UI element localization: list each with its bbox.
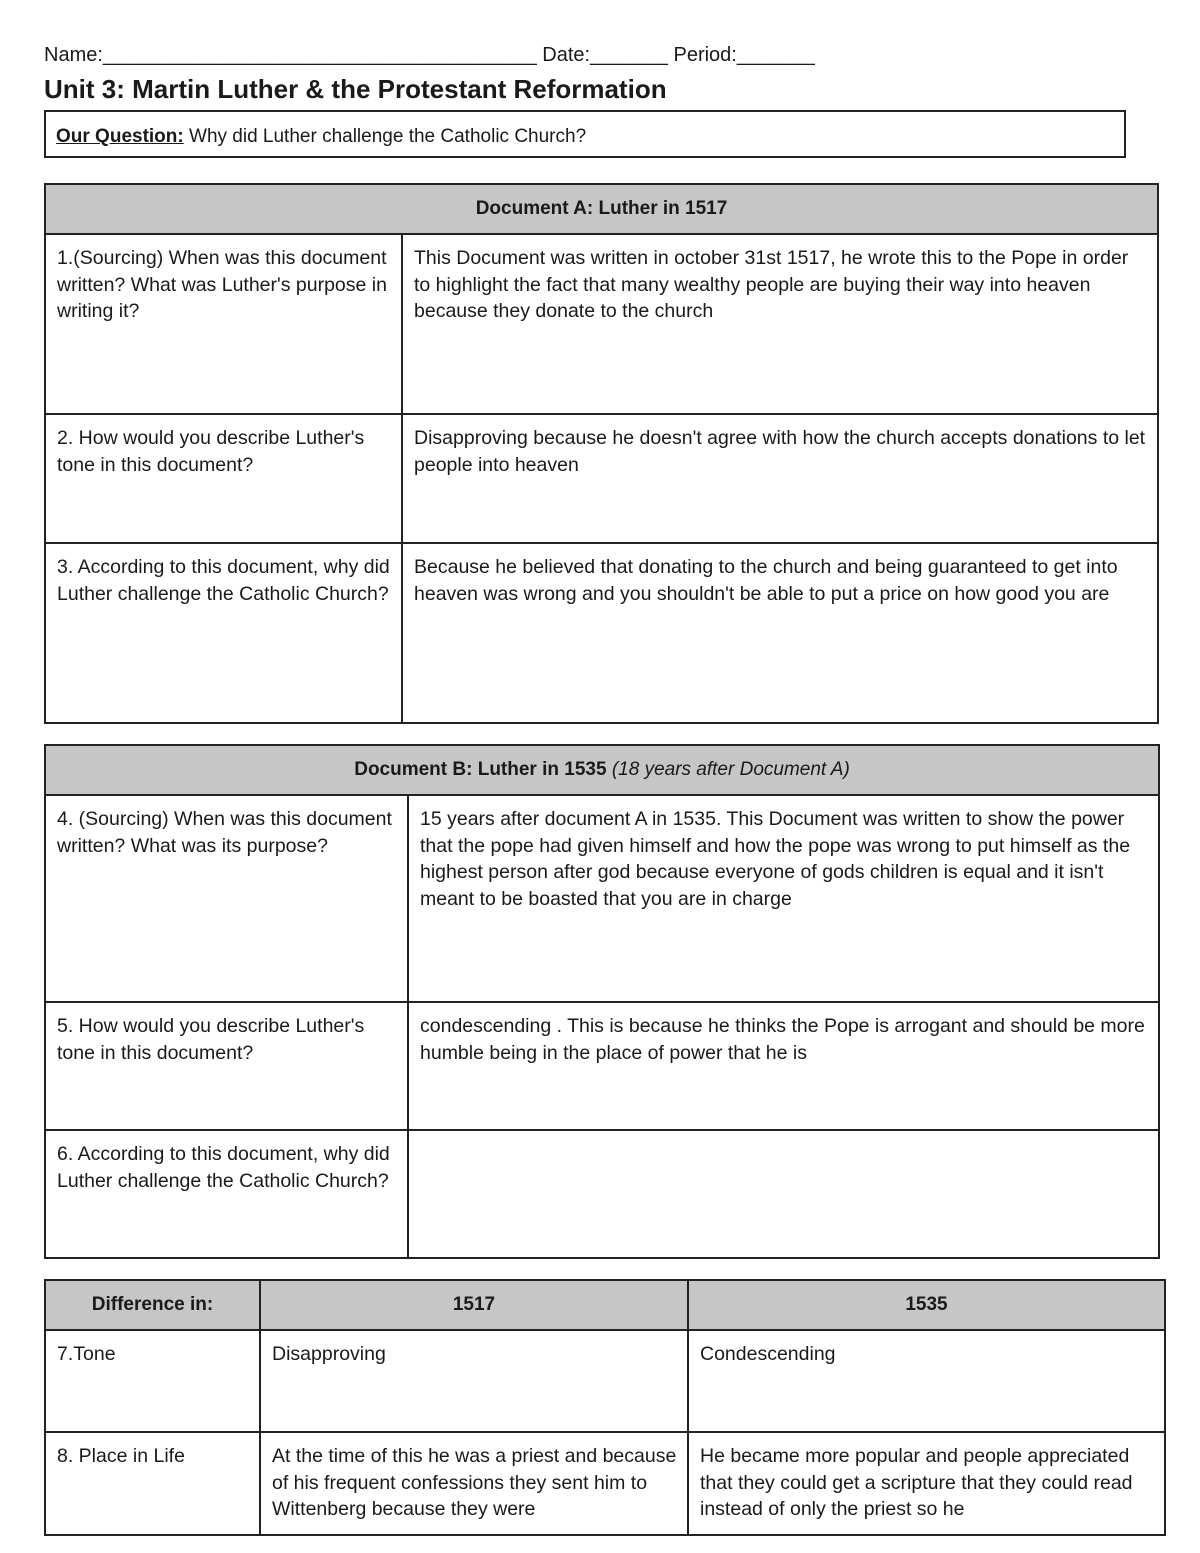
table-row bbox=[45, 414, 1158, 543]
page-title: Unit 3: Martin Luther & the Protestant Reformation bbox=[44, 74, 667, 104]
row-label: 8. Place in Life bbox=[45, 1432, 260, 1535]
table-row bbox=[45, 234, 1158, 414]
question-cell: 4. (Sourcing) When was this document written? What was its purpose? bbox=[45, 795, 408, 1002]
answer-cell[interactable]: 15 years after document A in 1535. This Document was written to show the power that the pope had given himself and how the pope was wrong to put himself as the highest person after god because everyone of gods children is equal and it isn't meant to be boasted that you are in charge bbox=[408, 795, 1159, 1002]
document-b-table bbox=[44, 744, 1160, 1259]
question-label: Our Question: bbox=[56, 126, 184, 147]
question-cell: 3. According to this document, why did Luther challenge the Catholic Church? bbox=[45, 543, 402, 723]
table-row bbox=[45, 795, 1159, 1002]
table-row bbox=[45, 1130, 1159, 1258]
column-header-1535: 1535 bbox=[688, 1280, 1165, 1330]
table-row bbox=[45, 1002, 1159, 1130]
table-row bbox=[45, 543, 1158, 723]
question-cell: 2. How would you describe Luther's tone in this document? bbox=[45, 414, 402, 543]
table-row bbox=[45, 1432, 1165, 1535]
student-info-line: Name:_______________________________________ Date:_______ Period:_______ bbox=[44, 44, 815, 66]
question-text: Why did Luther challenge the Catholic Church? bbox=[183, 126, 587, 147]
question-cell: 6. According to this document, why did Luther challenge the Catholic Church? bbox=[45, 1130, 408, 1258]
answer-cell[interactable]: condescending . This is because he thinks the Pope is arrogant and should be more humble being in the place of power that he is bbox=[408, 1002, 1159, 1130]
answer-cell[interactable]: At the time of this he was a priest and because of his frequent confessions they sent him to Wittenberg because they were bbox=[260, 1432, 688, 1535]
answer-cell[interactable] bbox=[408, 1130, 1159, 1258]
document-b-heading bbox=[45, 745, 1159, 795]
document-a-heading: Document A: Luther in 1517 bbox=[45, 184, 1158, 234]
comparison-table bbox=[44, 1279, 1166, 1536]
question-box bbox=[44, 110, 1126, 158]
answer-cell[interactable]: Disapproving because he doesn't agree with how the church accepts donations to let people into heaven bbox=[402, 414, 1158, 543]
document-a-table bbox=[44, 183, 1159, 724]
answer-cell[interactable]: Disapproving bbox=[260, 1330, 688, 1432]
table-row bbox=[45, 1330, 1165, 1432]
column-header-1517: 1517 bbox=[260, 1280, 688, 1330]
question-cell: 5. How would you describe Luther's tone in this document? bbox=[45, 1002, 408, 1130]
question-cell: 1.(Sourcing) When was this document written? What was Luther's purpose in writing it? bbox=[45, 234, 402, 414]
answer-cell[interactable]: Condescending bbox=[688, 1330, 1165, 1432]
column-header-difference: Difference in: bbox=[45, 1280, 260, 1330]
row-label: 7.Tone bbox=[45, 1330, 260, 1432]
answer-cell[interactable]: This Document was written in october 31st 1517, he wrote this to the Pope in order to highlight the fact that many wealthy people are buying their way into heaven because they donate to the church bbox=[402, 234, 1158, 414]
document-b-heading-note: (18 years after Document A) bbox=[611, 758, 850, 780]
document-b-heading-text: Document B: Luther in 1535 bbox=[354, 758, 607, 780]
answer-cell[interactable]: Because he believed that donating to the church and being guaranteed to get into heaven was wrong and you shouldn't be able to put a price on how good you are bbox=[402, 543, 1158, 723]
answer-cell[interactable]: He became more popular and people appreciated that they could get a scripture that they could read instead of only the priest so he bbox=[688, 1432, 1165, 1535]
